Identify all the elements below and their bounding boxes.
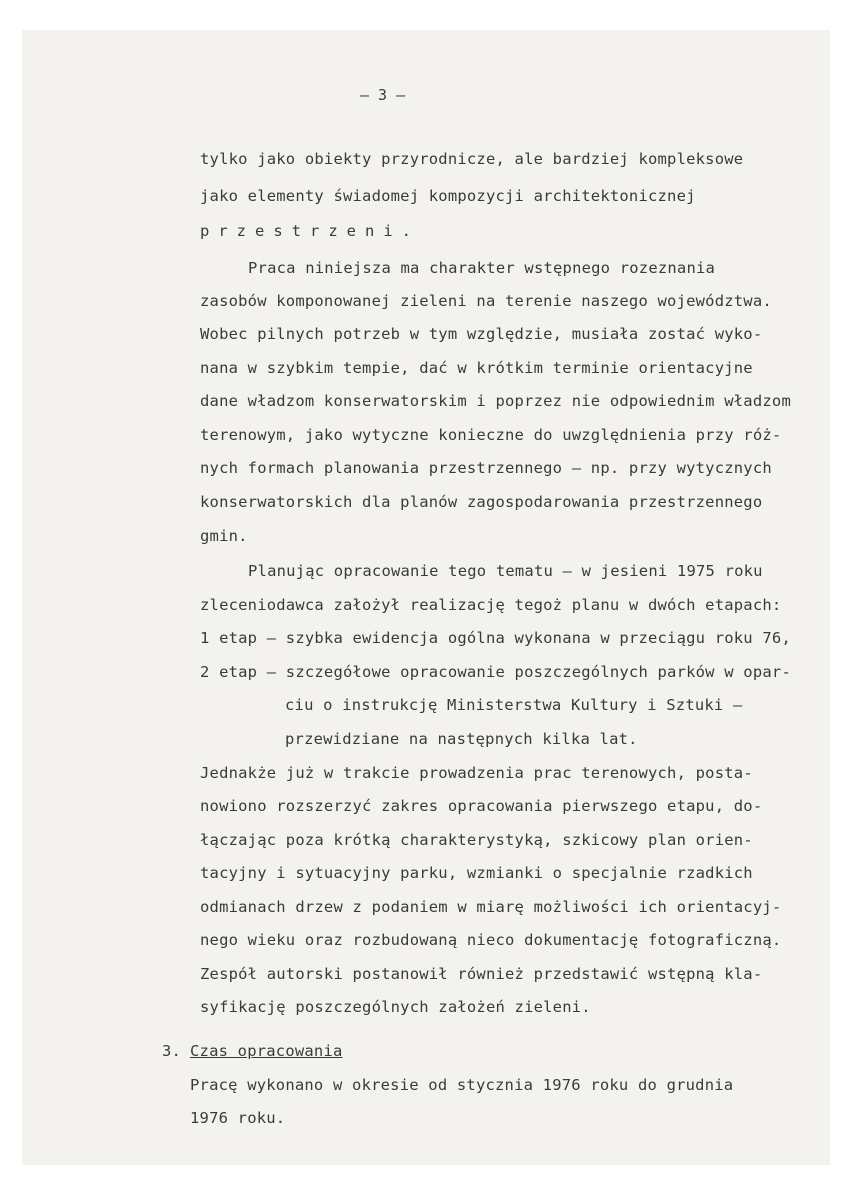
section-3-heading: Czas opracowania <box>190 1042 343 1060</box>
paragraph-2-line-4: nana w szybkim tempie, dać w krótkim terminie orientacyjne <box>200 359 753 377</box>
paragraph-3-line-4: 2 etap – szczegółowe opracowanie poszczególnych parków w opar- <box>200 663 791 681</box>
paragraph-2-line-3: Wobec pilnych potrzeb w tym względzie, musiała zostać wyko- <box>200 325 763 343</box>
paragraph-3-line-2: zleceniodawca założył realizację tegoż planu w dwóch etapach: <box>200 596 782 614</box>
paragraph-4-line-8: syfikację poszczególnych założeń zieleni. <box>200 998 591 1016</box>
paragraph-4-line-7: Zespół autorski postanowił również przedstawić wstępną kla- <box>200 965 763 983</box>
section-3-number: 3. <box>162 1042 182 1060</box>
paragraph-2-line-5: dane władzom konserwatorskim i poprzez nie odpowiednim władzom <box>200 392 791 410</box>
paragraph-1-line-3: przestrzeni. <box>200 222 420 240</box>
section-3-line-2: 1976 roku. <box>190 1109 286 1127</box>
paragraph-4-line-3: łączając poza krótką charakterystyką, szkicowy plan orien- <box>200 831 753 849</box>
paragraph-2-line-7: nych formach planowania przestrzennego – np. przy wytycznych <box>200 459 772 477</box>
paragraph-4-line-2: nowiono rozszerzyć zakres opracowania pierwszego etapu, do- <box>200 797 763 815</box>
paragraph-3-line-3: 1 etap – szybka ewidencja ogólna wykonana w przeciągu roku 76, <box>200 629 791 647</box>
paragraph-1-line-1: tylko jako obiekty przyrodnicze, ale bardziej kompleksowe <box>200 150 744 168</box>
paragraph-4-line-5: odmianach drzew z podaniem w miarę możliwości ich orientacyj- <box>200 898 782 916</box>
section-3-line-1: Pracę wykonano w okresie od stycznia 1976 roku do grudnia <box>190 1076 734 1094</box>
paragraph-2-line-9: gmin. <box>200 527 248 545</box>
paragraph-2-line-6: terenowym, jako wytyczne konieczne do uwzględnienia przy róż- <box>200 426 782 444</box>
paragraph-2-line-1: Praca niniejsza ma charakter wstępnego rozeznania <box>248 259 716 277</box>
paragraph-3-line-1: Planując opracowanie tego tematu – w jesieni 1975 roku <box>248 562 763 580</box>
paragraph-1-line-2: jako elementy świadomej kompozycji architektonicznej <box>200 187 696 205</box>
paragraph-2-line-8: konserwatorskich dla planów zagospodarowania przestrzennego <box>200 493 763 511</box>
paragraph-3-line-6: przewidziane na następnych kilka lat. <box>285 730 638 748</box>
page-number: — 3 — <box>360 86 406 104</box>
paragraph-3-line-5: ciu o instrukcję Ministerstwa Kultury i Sztuki – <box>285 696 743 714</box>
paragraph-2-line-2: zasobów komponowanej zieleni na terenie naszego województwa. <box>200 292 772 310</box>
paragraph-4-line-1: Jednakże już w trakcie prowadzenia prac terenowych, posta- <box>200 764 753 782</box>
paragraph-4-line-4: tacyjny i sytuacyjny parku, wzmianki o specjalnie rzadkich <box>200 864 753 882</box>
paragraph-4-line-6: nego wieku oraz rozbudowaną nieco dokumentację fotograficzną. <box>200 931 782 949</box>
